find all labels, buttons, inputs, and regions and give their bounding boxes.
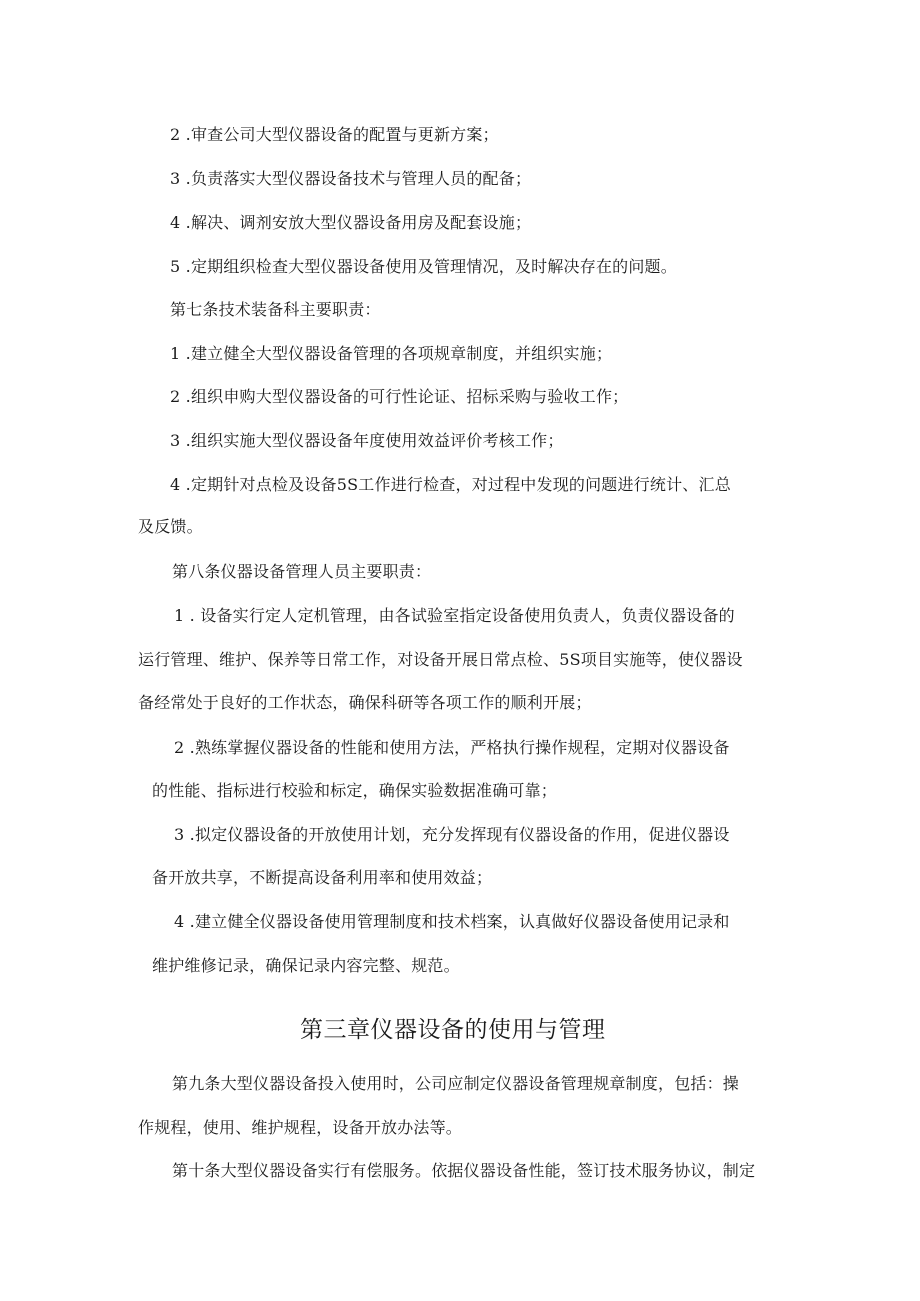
paragraph-line: 的性能、指标进行校验和标定，确保实验数据准确可靠；	[152, 781, 558, 800]
paragraph-line: 运行管理、维护、保养等日常工作，对设备开展日常点检、5S项目实施等，使仪器设	[138, 650, 743, 669]
paragraph-line: 3 .负责落实大型仪器设备技术与管理人员的配备；	[170, 169, 532, 188]
chapter-title: 第三章仪器设备的使用与管理	[300, 1017, 606, 1043]
paragraph-line: 1 . 设备实行定人定机管理，由各试验室指定设备使用负责人，负责仪器设备的	[174, 606, 735, 625]
paragraph-line: 2 .审查公司大型仪器设备的配置与更新方案；	[170, 125, 499, 144]
paragraph-line: 维护维修记录，确保记录内容完整、规范。	[152, 956, 460, 975]
article-heading: 第八条仪器设备管理人员主要职责：	[172, 562, 432, 581]
paragraph-line: 作规程，使用、维护规程，设备开放办法等。	[138, 1118, 463, 1137]
paragraph-line: 2 .组织申购大型仪器设备的可行性论证、招标采购与验收工作；	[170, 387, 629, 406]
paragraph-line: 备开放共享，不断提高设备利用率和使用效益；	[152, 868, 493, 887]
paragraph-line: 1 .建立健全大型仪器设备管理的各项规章制度，并组织实施；	[170, 344, 613, 363]
paragraph-line: 备经常处于良好的工作状态，确保科研等各项工作的顺利开展；	[138, 693, 592, 712]
paragraph-line: 4 .定期针对点检及设备5S工作进行检查，对过程中发现的问题进行统计、汇总	[170, 475, 731, 494]
paragraph-line: 3 .组织实施大型仪器设备年度使用效益评价考核工作；	[170, 431, 564, 450]
paragraph-line: 4 .解决、调剂安放大型仪器设备用房及配套设施；	[170, 213, 532, 232]
article-heading: 第七条技术装备科主要职责：	[170, 300, 381, 319]
paragraph-line: 4 .建立健全仪器设备使用管理制度和技术档案，认真做好仪器设备使用记录和	[174, 912, 730, 931]
paragraph-line: 2 .熟练掌握仪器设备的性能和使用方法，严格执行操作规程，定期对仪器设备	[174, 738, 730, 757]
paragraph-line: 及反馈。	[138, 517, 203, 536]
paragraph-line: 5 .定期组织检查大型仪器设备使用及管理情况，及时解决存在的问题。	[170, 257, 677, 276]
paragraph-line: 3 .拟定仪器设备的开放使用计划，充分发挥现有仪器设备的作用，促进仪器设	[174, 825, 730, 844]
paragraph-line: 第十条大型仪器设备实行有偿服务。依据仪器设备性能，签订技术服务协议，制定	[172, 1161, 756, 1180]
paragraph-line: 第九条大型仪器设备投入使用时，公司应制定仪器设备管理规章制度，包括：操	[172, 1074, 740, 1093]
